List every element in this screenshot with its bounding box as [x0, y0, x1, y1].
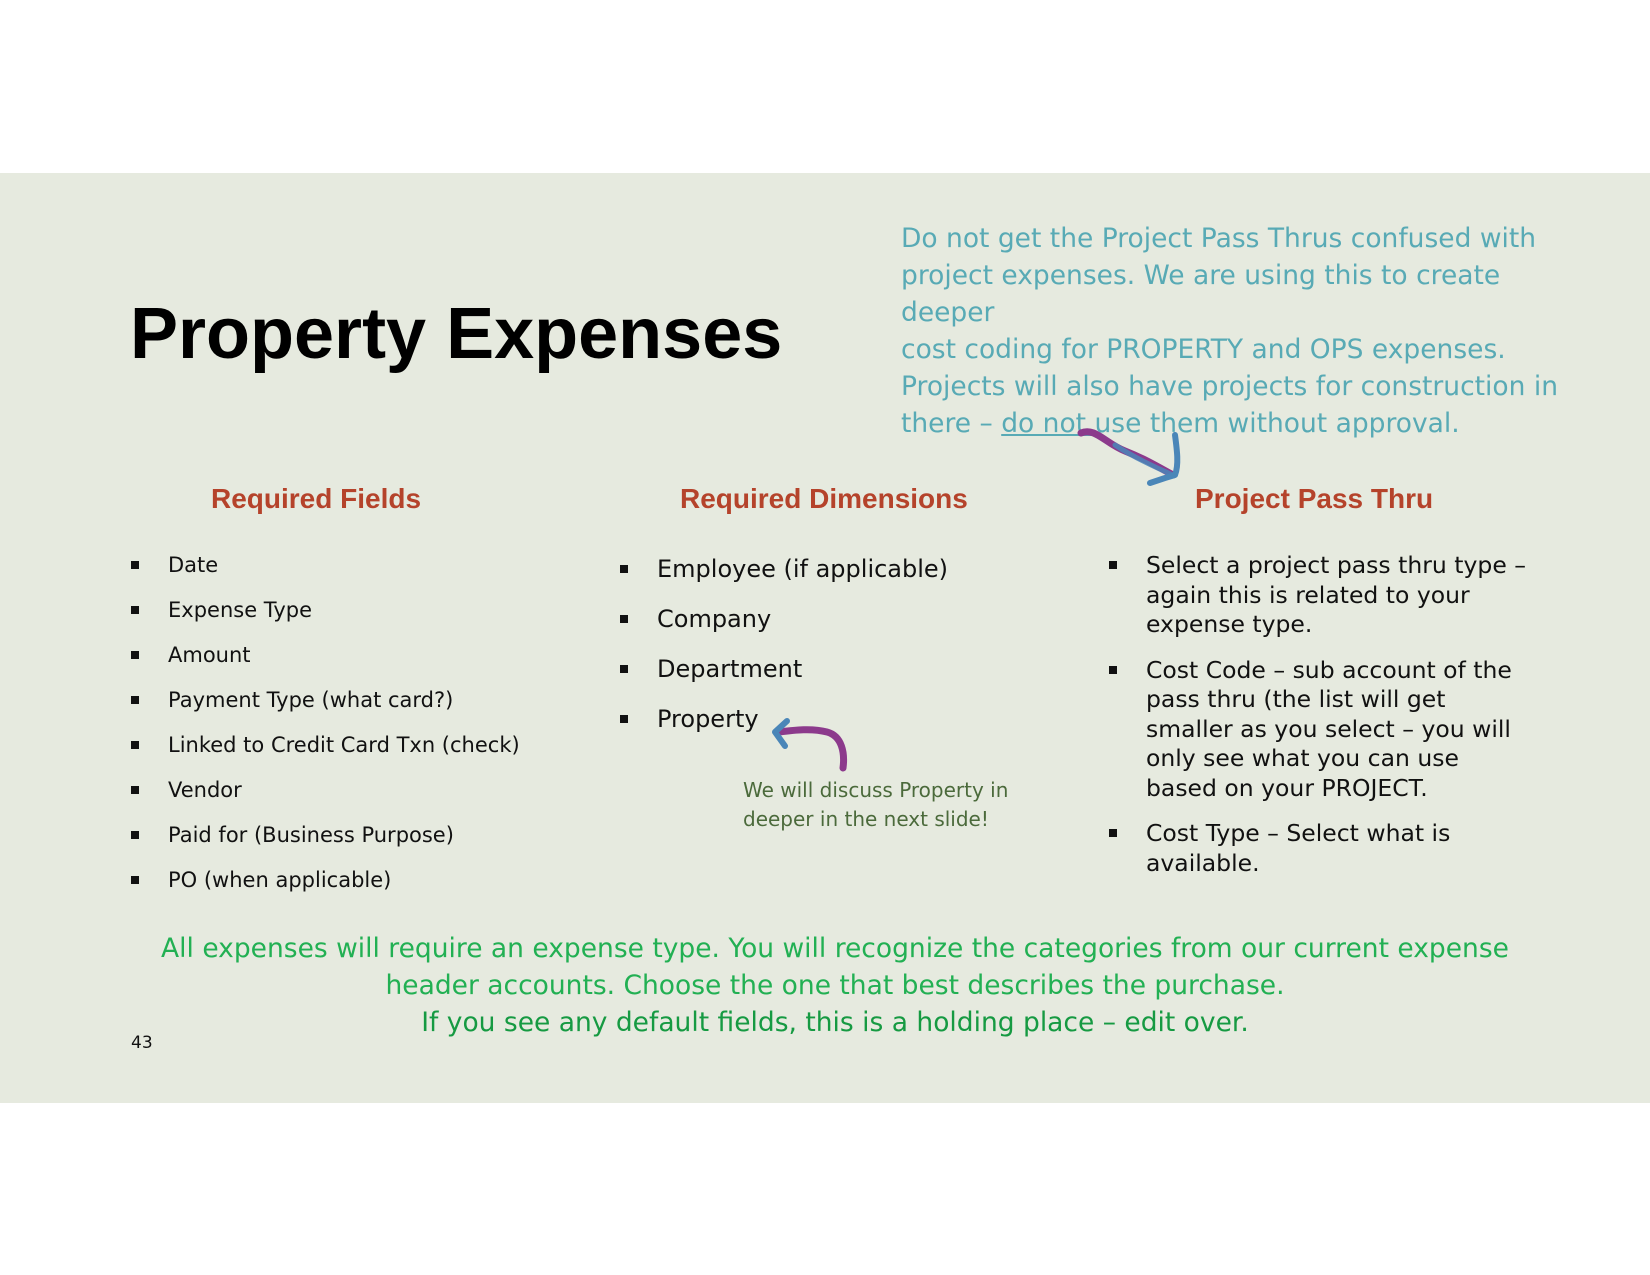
- square-bullet-icon: [131, 741, 139, 749]
- list-item: [130, 866, 600, 911]
- square-bullet-icon: [1109, 561, 1117, 569]
- list-item: [619, 653, 1019, 703]
- list-item: [130, 686, 600, 731]
- square-bullet-icon: [1109, 829, 1117, 837]
- note-do-not-underlined: do not: [1001, 408, 1095, 439]
- required-fields-list: [130, 551, 600, 911]
- note-line-5-suffix: use them without approval.: [1094, 408, 1460, 439]
- square-bullet-icon: [131, 606, 139, 614]
- note-line-3: cost coding for PROPERTY and OPS expenses.: [901, 334, 1506, 365]
- property-note: [743, 776, 1043, 834]
- slide-title: Property Expenses: [130, 294, 783, 374]
- square-bullet-icon: [620, 665, 628, 673]
- footer-line-2: header accounts. Choose the one that best describes the purchase.: [385, 970, 1285, 1001]
- list-item-text: Department: [657, 655, 803, 683]
- heading-required-fields: Required Fields: [211, 483, 422, 514]
- list-item-text: Property: [657, 705, 759, 733]
- square-bullet-icon: [620, 715, 628, 723]
- footer-line-1: All expenses will require an expense type. You will recognize the categories from our current expense: [161, 933, 1509, 964]
- list-item-text: Cost Type – Select what is available.: [1146, 819, 1451, 877]
- list-item-text: Amount: [168, 643, 251, 667]
- square-bullet-icon: [131, 786, 139, 794]
- list-item-text: Date: [168, 553, 219, 577]
- square-bullet-icon: [131, 831, 139, 839]
- list-item: [1108, 819, 1528, 878]
- square-bullet-icon: [131, 696, 139, 704]
- list-item: [1108, 656, 1528, 804]
- square-bullet-icon: [1109, 666, 1117, 674]
- list-item: [130, 641, 600, 686]
- list-item-text: Payment Type (what card?): [168, 688, 454, 712]
- list-item-text: Employee (if applicable): [657, 555, 949, 583]
- list-item-text: Expense Type: [168, 598, 313, 622]
- list-item: [130, 551, 600, 596]
- arrow-head: [1150, 435, 1177, 483]
- list-item-text: Company: [657, 605, 772, 633]
- square-bullet-icon: [131, 651, 139, 659]
- property-note-line-1: We will discuss Property in: [743, 778, 1009, 802]
- list-item-text: Cost Code – sub account of the pass thru (the list will get smaller as you select – you will only see what you can use based on your PROJECT.: [1146, 655, 1512, 802]
- list-item-text: Paid for (Business Purpose): [168, 823, 454, 847]
- list-item: [130, 731, 600, 776]
- list-item: [130, 596, 600, 641]
- note-line-1: Do not get the Project Pass Thrus confused with: [901, 223, 1537, 254]
- arrow-shaft-highlight: [1115, 445, 1173, 475]
- square-bullet-icon: [131, 561, 139, 569]
- footer-note: [130, 930, 1540, 1041]
- list-item: [1108, 551, 1528, 640]
- page-number: 43: [131, 1033, 153, 1053]
- list-item: [619, 553, 1019, 603]
- square-bullet-icon: [131, 876, 139, 884]
- note-line-5: [901, 405, 1601, 442]
- heading-required-dimensions: Required Dimensions: [680, 483, 968, 514]
- square-bullet-icon: [620, 565, 628, 573]
- list-item-text: PO (when applicable): [168, 868, 392, 892]
- pass-thru-warning-note: [901, 220, 1601, 442]
- list-item: [130, 821, 600, 866]
- heading-project-pass-thru: Project Pass Thru: [1195, 483, 1434, 514]
- list-item: [130, 776, 600, 821]
- arrow-shaft: [779, 730, 844, 768]
- list-item-text: Vendor: [168, 778, 242, 802]
- list-item: [619, 603, 1019, 653]
- slide: [0, 173, 1650, 1103]
- note-line-5-prefix: there –: [901, 408, 1002, 439]
- square-bullet-icon: [620, 615, 628, 623]
- note-line-2: project expenses. We are using this to create deeper: [901, 260, 1501, 328]
- note-line-4: Projects will also have projects for construction in: [901, 371, 1559, 402]
- arrow-down-right-icon: [1075, 425, 1185, 495]
- list-item-text: Linked to Credit Card Txn (check): [168, 733, 520, 757]
- arrow-left-icon: [767, 718, 857, 773]
- list-item-text: Select a project pass thru type – again this is related to your expense type.: [1146, 551, 1526, 638]
- property-note-line-2: deeper in the next slide!: [743, 807, 989, 831]
- project-pass-thru-list: [1108, 551, 1528, 894]
- footer-line-3: If you see any default fields, this is a holding place – edit over.: [421, 1007, 1249, 1038]
